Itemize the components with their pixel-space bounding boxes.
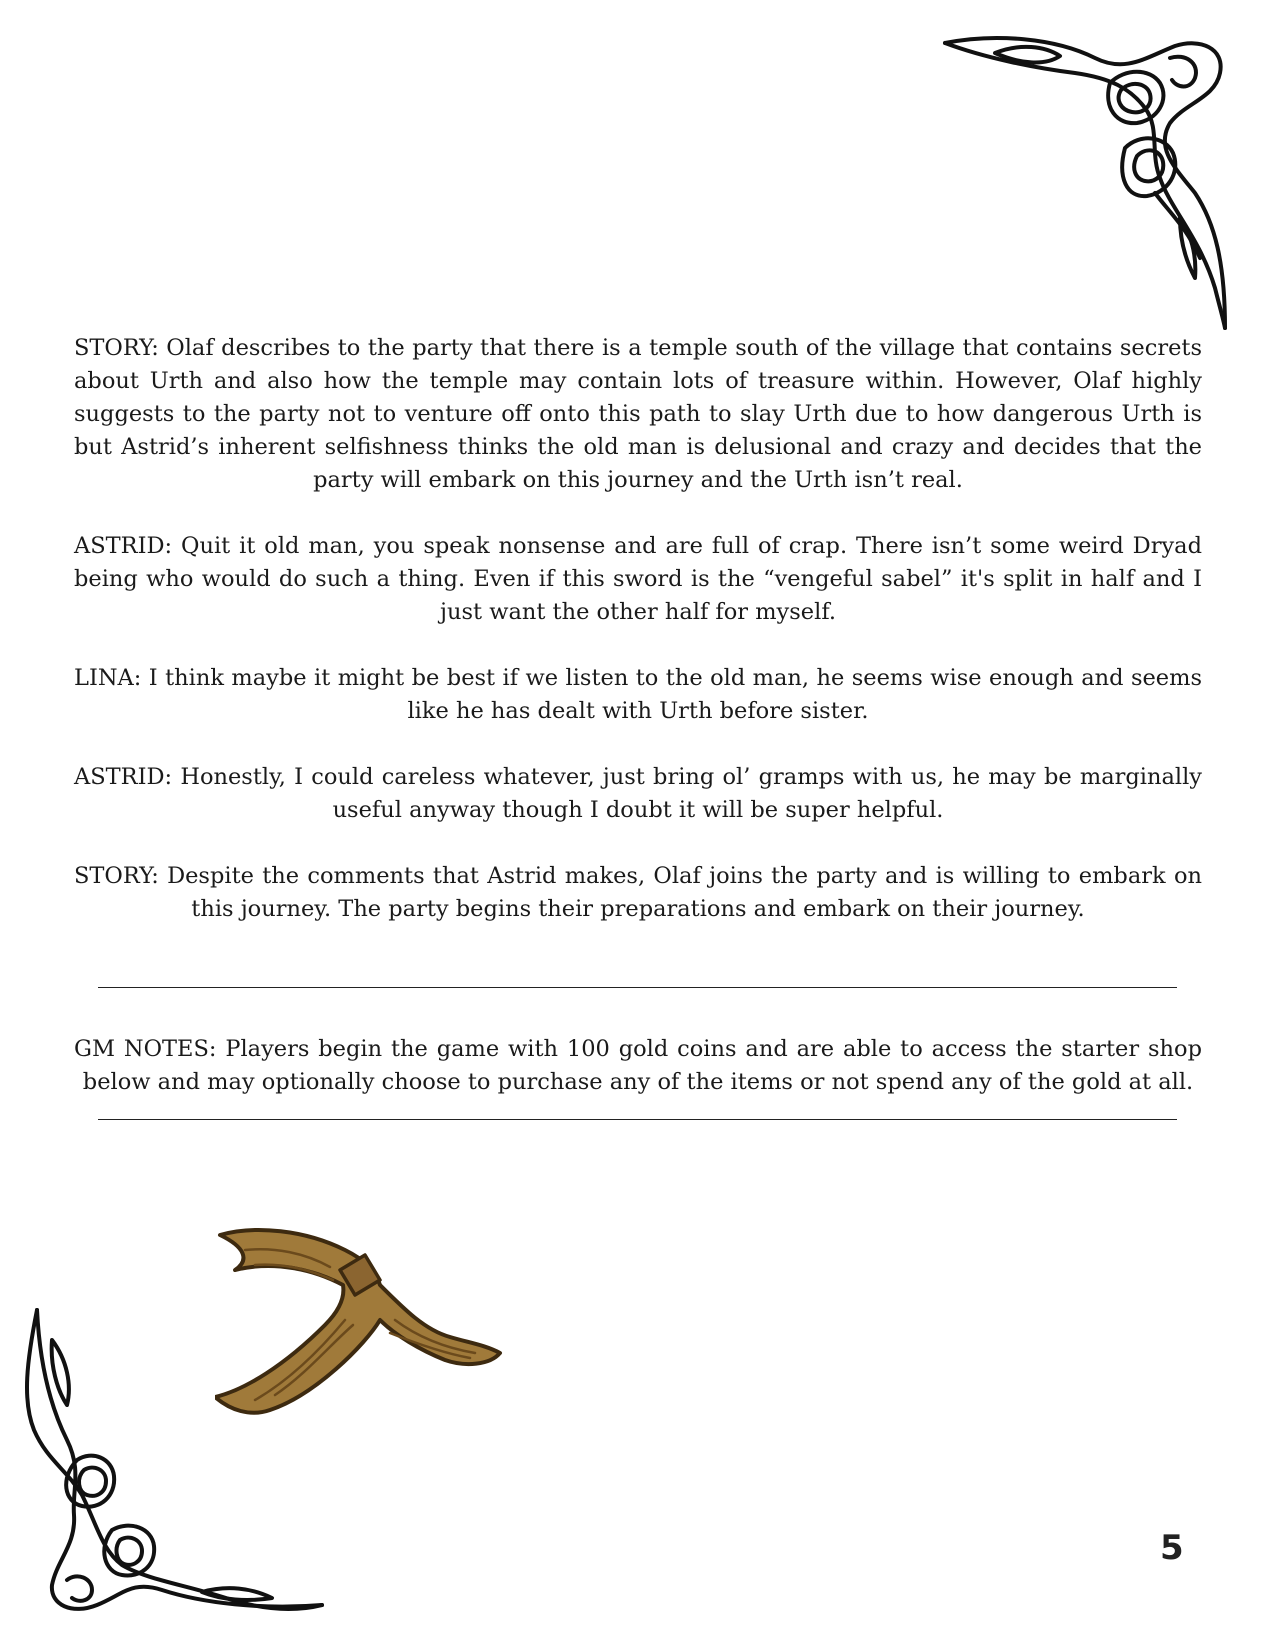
story-content (74, 332, 1202, 959)
divider-top (98, 987, 1177, 988)
astrid-dialogue-2: ASTRID: Honestly, I could careless whatever, just bring ol’ gramps with us, he may be marginally useful anyway though I doubt it will be super helpful. (74, 764, 1202, 823)
astrid-dialogue-1: ASTRID: Quit it old man, you speak nonsense and are full of crap. There isn’t some weird Dryad being who would do such a thing. Even if this sword is the “vengeful sabel” it's split in half and I just want the other half for myself. (74, 533, 1202, 625)
divider-bottom (98, 1119, 1177, 1120)
story-paragraph-1: STORY: Olaf describes to the party that there is a temple south of the village that contains secrets about Urth and also how the temple may contain lots of treasure within. However, Olaf highly suggests to the party not to venture off onto this path to slay Urth due to how dangerous Urth is but Astrid’s inherent selfishness thinks the old man is delusional and crazy and decides that the party will embark on this journey and the Urth isn’t real. (74, 335, 1202, 493)
gm-notes: GM NOTES: Players begin the game with 100 gold coins and are able to access the starter shop below and may optionally choose to purchase any of the items or not spend any of the gold at all. (74, 1036, 1202, 1095)
lina-dialogue: LINA: I think maybe it might be best if we listen to the old man, he seems wise enough and seems like he has dealt with Urth before sister. (74, 665, 1202, 724)
story-paragraph-2: STORY: Despite the comments that Astrid makes, Olaf joins the party and is willing to embark on this journey. The party begins their preparations and embark on their journey. (74, 863, 1202, 922)
sword-hilt-icon (215, 1225, 505, 1425)
celtic-knot-corner-top-right-icon (925, 28, 1255, 348)
page-number: 5 (1160, 1528, 1184, 1568)
